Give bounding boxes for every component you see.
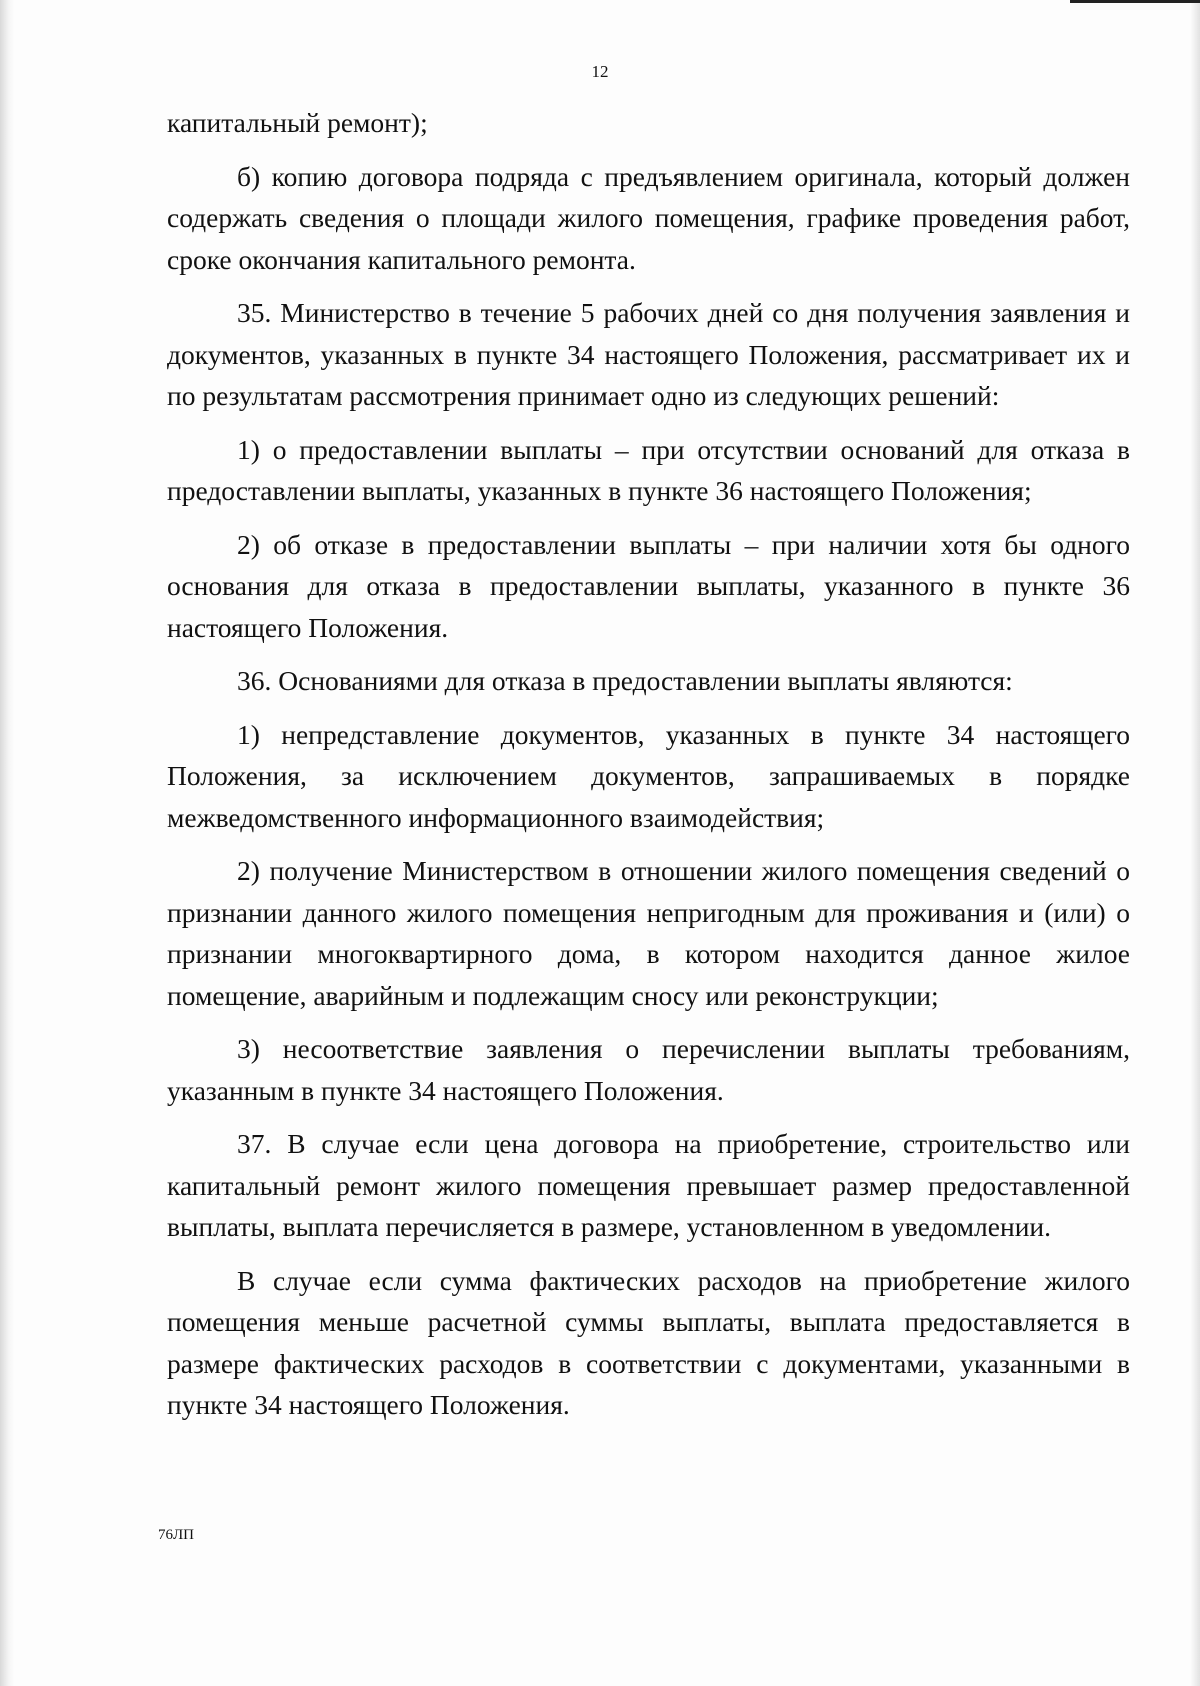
paragraph-35: 35. Министерство в течение 5 рабочих дней со дня получения заявления и документов, указанных в пункте 34 настоящего Положения, рассматривает их и по результатам рассмотрения принимает одно из следующих решений: bbox=[167, 297, 1130, 411]
paragraph-36: 36. Основаниями для отказа в предоставлении выплаты являются: bbox=[237, 665, 1013, 696]
paragraph-35-item-2: 2) об отказе в предоставлении выплаты – при наличии хотя бы одного основания для отказа в предоставлении выплаты, указанного в пункте 36 настоящего Положения. bbox=[167, 528, 1130, 643]
paragraph-36-item-2: 2) получение Министерством в отношении жилого помещения сведений о признании данного жилого помещения непригодным для проживания и (или) о признании многоквартирного дома, в котором находится данное жилое помещение, аварийным и подлежащим сносу или реконструкции; bbox=[167, 855, 1130, 1011]
paragraph-continuation: капитальный ремонт); bbox=[167, 107, 428, 138]
paragraph-35-item-1: 1) о предоставлении выплаты – при отсутствии оснований для отказа в предоставлении выплаты, указанных в пункте 36 настоящего Положения; bbox=[167, 433, 1130, 506]
footer-code: 76ЛП bbox=[158, 1527, 195, 1543]
paragraph-37-continuation: В случае если сумма фактических расходов на приобретение жилого помещения меньше расчетной суммы выплаты, выплата предоставляется в размере фактических расходов в соответствии с документами, указанными в пункте 34 настоящего Положения. bbox=[167, 1264, 1130, 1420]
paragraph-item-b: б) копию договора подряда с предъявлением оригинала, который должен содержать сведения о площади жилого помещения, графике проведения работ, сроке окончания капитального ремонта. bbox=[167, 160, 1130, 275]
scan-edge-right bbox=[1190, 0, 1200, 1686]
corner-mark bbox=[1070, 0, 1200, 3]
paragraph-37: 37. В случае если цена договора на приобретение, строительство или капитальный ремонт жилого помещения превышает размер предоставленной выплаты, выплата перечисляется в размере, установленном в уведомлении. bbox=[167, 1128, 1130, 1242]
paragraph-36-item-1: 1) непредставление документов, указанных в пункте 34 настоящего Положения, за исключением документов, запрашиваемых в порядке межведомственного информационного взаимодействия; bbox=[167, 718, 1130, 833]
paragraph-36-item-3: 3) несоответствие заявления о перечислении выплаты требованиям, указанным в пункте 34 настоящего Положения. bbox=[167, 1033, 1130, 1106]
scan-edge-left bbox=[0, 0, 14, 1686]
page-number: 12 bbox=[591, 62, 609, 81]
document-body bbox=[167, 102, 1130, 1426]
